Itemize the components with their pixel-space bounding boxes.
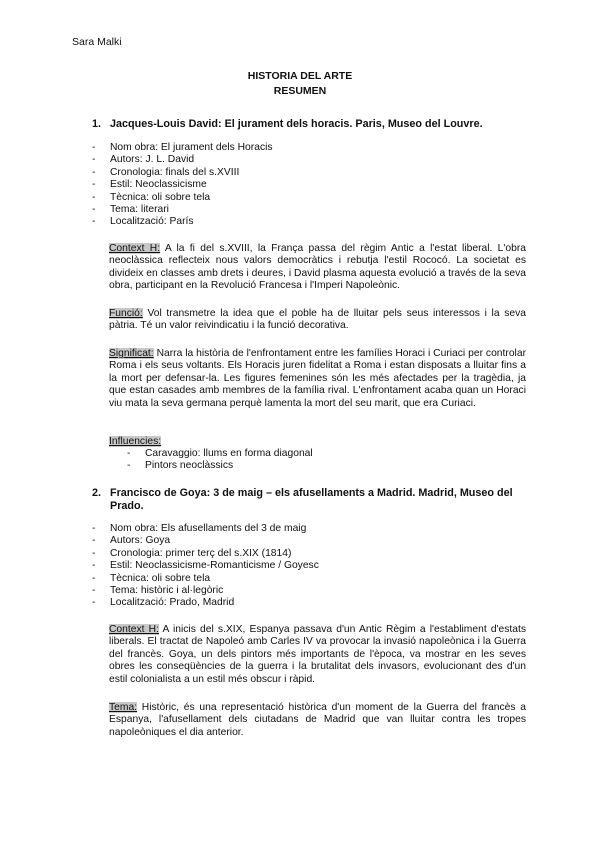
list-item: - Nom obra: El jurament dels Horacis <box>92 142 273 153</box>
section-2-heading <box>92 487 532 513</box>
section-1-funcio <box>109 308 526 333</box>
list-item: - Cronologia: primer terç del s.XIX (1814) <box>92 547 292 559</box>
list-item: - Localització: París <box>92 216 194 228</box>
list-item: - Autors: Goya <box>92 535 171 547</box>
list-item: - Cronologia: finals del s.XVIII <box>92 166 240 178</box>
list-item: - Tema: històric i al·legòric <box>92 585 224 597</box>
section-title: Francisco de Goya: 3 de maig – els afusellaments a Madrid. Madrid, Museo del Prado. <box>110 487 513 512</box>
section-1-influences <box>109 436 526 448</box>
list-item: - Nom obra: Els afusellaments del 3 de maig <box>92 523 307 534</box>
section-number: 2. <box>92 487 102 499</box>
context-label: Context H: <box>109 243 161 254</box>
tema-label: Tema: <box>109 702 138 713</box>
list-item: - Estil: Neoclassicisme <box>92 179 207 191</box>
significat-text: Narra la història de l'enfrontament entre les famílies Horaci i Curiaci per controlar Roma i els seus voltants. Els Horacis juren fidelitat a Roma i estan disposats a lluitar fins a la mort per defensar-la. Les figures femenines són les més afectades per la tragèdia, ja que estan casades amb membres de la família rival. L'enfrontament acaba quan un Horaci viu mata la seva germana perquè lamenta la mort del seu marit, que era Curiaci. <box>109 348 526 409</box>
list-item: - Autors: J. L. David <box>92 154 195 166</box>
document-title: HISTORIA DEL ARTE <box>247 70 353 82</box>
funcio-text: Vol transmetre la idea que el poble ha de lluitar pels seus interessos i la seva pàtria. Té un valor reivindicatiu i la funció decorativa. <box>109 308 526 332</box>
influences-list <box>127 448 313 473</box>
section-1-significat <box>109 348 526 410</box>
document-subtitle: RESUMEN <box>273 85 327 97</box>
section-2-facts <box>92 523 319 610</box>
section-2-tema <box>109 702 526 739</box>
section-2-context <box>109 624 526 686</box>
list-item: - Tècnica: oli sobre tela <box>92 191 211 203</box>
section-title: Jacques-Louis David: El jurament dels horacis. Paris, Museo del Louvre. <box>110 118 483 130</box>
list-item: - Pintors neoclàssics <box>127 460 234 472</box>
influences-label: Influencies: <box>109 436 162 447</box>
list-item: - Estil: Neoclassicisme-Romanticisme / Goyesc <box>92 560 319 572</box>
funcio-label: Funció: <box>109 308 143 319</box>
section-1-heading <box>92 118 532 131</box>
section-number: 1. <box>92 118 102 130</box>
section-1-context <box>109 243 526 293</box>
context-text: A inicis del s.XIX, Espanya passava d'un Antic Règim a l'establiment d'estats liberals. El tractat de Napoleó amb Carles IV va provocar la invasió napoleònica i la Guerra del francès. Goya, un dels pintors més importants de l'època, va mostrar en les seves obres les conseqüències de la guerra i la brutalitat dels invasors, evolucionant des d'un estil colonialista a un estil més obscur i ràpid. <box>109 624 526 685</box>
list-item: - Localització: Prado, Madrid <box>92 597 235 609</box>
section-1-facts <box>92 142 273 229</box>
significat-label: Significat: <box>109 348 154 359</box>
list-item: - Caravaggio: llums en forma diagonal <box>127 448 313 459</box>
context-label: Context H: <box>109 624 159 635</box>
context-text: A la fi del s.XVIII, la França passa del règim Antic a l'estat liberal. L'obra neoclàssica reflecteix nous valors democràtics i rebutja l'estil Rococó. La societat es divideix en classes amb drets i deures, i David plasma aquesta evolució a través de la seva obra, participant en la Revolució Francesa i l'Imperi Napoleònic. <box>109 243 526 292</box>
tema-text: Històric, és una representació històrica d'un moment de la Guerra del francès a Espanya, l'afusellament dels ciutadans de Madrid que van lluitar contra les tropes napoleòniques el dia anterior. <box>109 702 526 738</box>
author-name: Sara Malki <box>72 36 122 48</box>
list-item: - Tema: literari <box>92 204 169 216</box>
list-item: - Tècnica: oli sobre tela <box>92 572 211 584</box>
